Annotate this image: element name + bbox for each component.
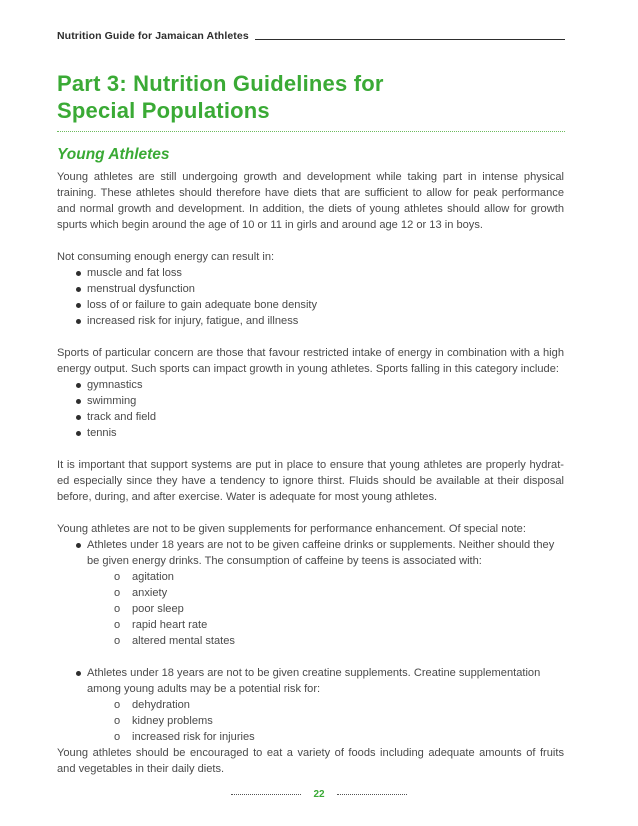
page-title-line-2: Special Populations	[57, 98, 270, 123]
hydration-paragraph: It is important that support systems are put in place to ensure that young athletes are properly hydrat-ed especially since they have a tendency to ignore thirst. Fluids should be available at their disposal before, during, and after exercise. Water is adequate for most young athletes.	[57, 459, 564, 503]
bullet-icon	[76, 383, 81, 388]
bullet-icon	[76, 415, 81, 420]
bullet-icon	[76, 287, 81, 292]
list-item: track and field	[57, 409, 564, 425]
footer-left-rule	[231, 794, 301, 795]
creatine-notes-list	[57, 665, 564, 697]
bullet-icon	[76, 671, 81, 676]
closing-paragraph: Young athletes should be encouraged to eat a variety of foods including adequate amounts of fruits and vegetables in their daily diets.	[57, 747, 564, 775]
list-item: menstrual dysfunction	[57, 281, 564, 297]
page-title-line-1: Part 3: Nutrition Guidelines for	[57, 71, 384, 96]
bullet-icon	[76, 431, 81, 436]
bullet-icon	[76, 303, 81, 308]
list-item: o increased risk for injuries	[114, 731, 255, 743]
list-item: tennis	[57, 425, 564, 441]
sports-lead: Sports of particular concern are those that favour restricted intake of energy in combination with a high energy output. Such sports can impact growth in young athletes. Sports falling in this category include:	[57, 347, 564, 375]
list-item: loss of or failure to gain adequate bone density	[57, 297, 564, 313]
list-item: o dehydration	[114, 699, 190, 711]
list-item: o kidney problems	[114, 715, 213, 727]
running-header-title: Nutrition Guide for Jamaican Athletes	[57, 30, 249, 42]
sports-list	[57, 377, 564, 441]
supplement-notes-list	[57, 537, 564, 569]
page-number: 22	[313, 788, 325, 800]
list-item: o rapid heart rate	[114, 619, 208, 631]
list-item: o anxiety	[114, 587, 168, 599]
section-body	[57, 169, 564, 777]
bullet-icon	[76, 319, 81, 324]
supplements-lead: Young athletes are not to be given supplements for performance enhancement. Of special note:	[57, 523, 526, 535]
bullet-icon	[76, 543, 81, 548]
list-item: increased risk for injury, fatigue, and illness	[57, 313, 564, 329]
bullet-icon	[76, 271, 81, 276]
energy-lead: Not consuming enough energy can result in:	[57, 251, 275, 263]
creatine-risks-list	[57, 697, 564, 745]
list-item: gymnastics	[57, 377, 564, 393]
list-item: o poor sleep	[114, 603, 184, 615]
running-header	[57, 28, 565, 42]
title-divider	[57, 131, 565, 132]
intro-paragraph: Young athletes are still undergoing growth and development while taking part in intense physical training. These athletes should therefore have diets that are sufficient to allow for peak performance and normal growth and development. In addition, the diets of young athletes should allow for growth spurts which begin around the age of 10 or 11 in girls and around age 12 or 13 in boys.	[57, 171, 564, 231]
list-item: muscle and fat loss	[57, 265, 564, 281]
caffeine-note: Athletes under 18 years are not to be given caffeine drinks or supplements. Neither should they be given energy drinks. The consumption of caffeine by teens is associated with:	[57, 537, 564, 569]
section-heading: Young Athletes	[57, 146, 170, 163]
list-item: o altered mental states	[114, 635, 235, 647]
footer-right-rule	[337, 794, 407, 795]
caffeine-effects-list	[57, 569, 564, 649]
list-item: o agitation	[114, 571, 174, 583]
bullet-icon	[76, 399, 81, 404]
running-header-rule	[255, 39, 565, 40]
energy-effects-list	[57, 265, 564, 329]
list-item: swimming	[57, 393, 564, 409]
page-title	[57, 70, 565, 124]
page-footer	[0, 786, 638, 802]
creatine-note: Athletes under 18 years are not to be given creatine supplements. Creatine supplementation among young adults may be a potential risk for:	[57, 665, 564, 697]
